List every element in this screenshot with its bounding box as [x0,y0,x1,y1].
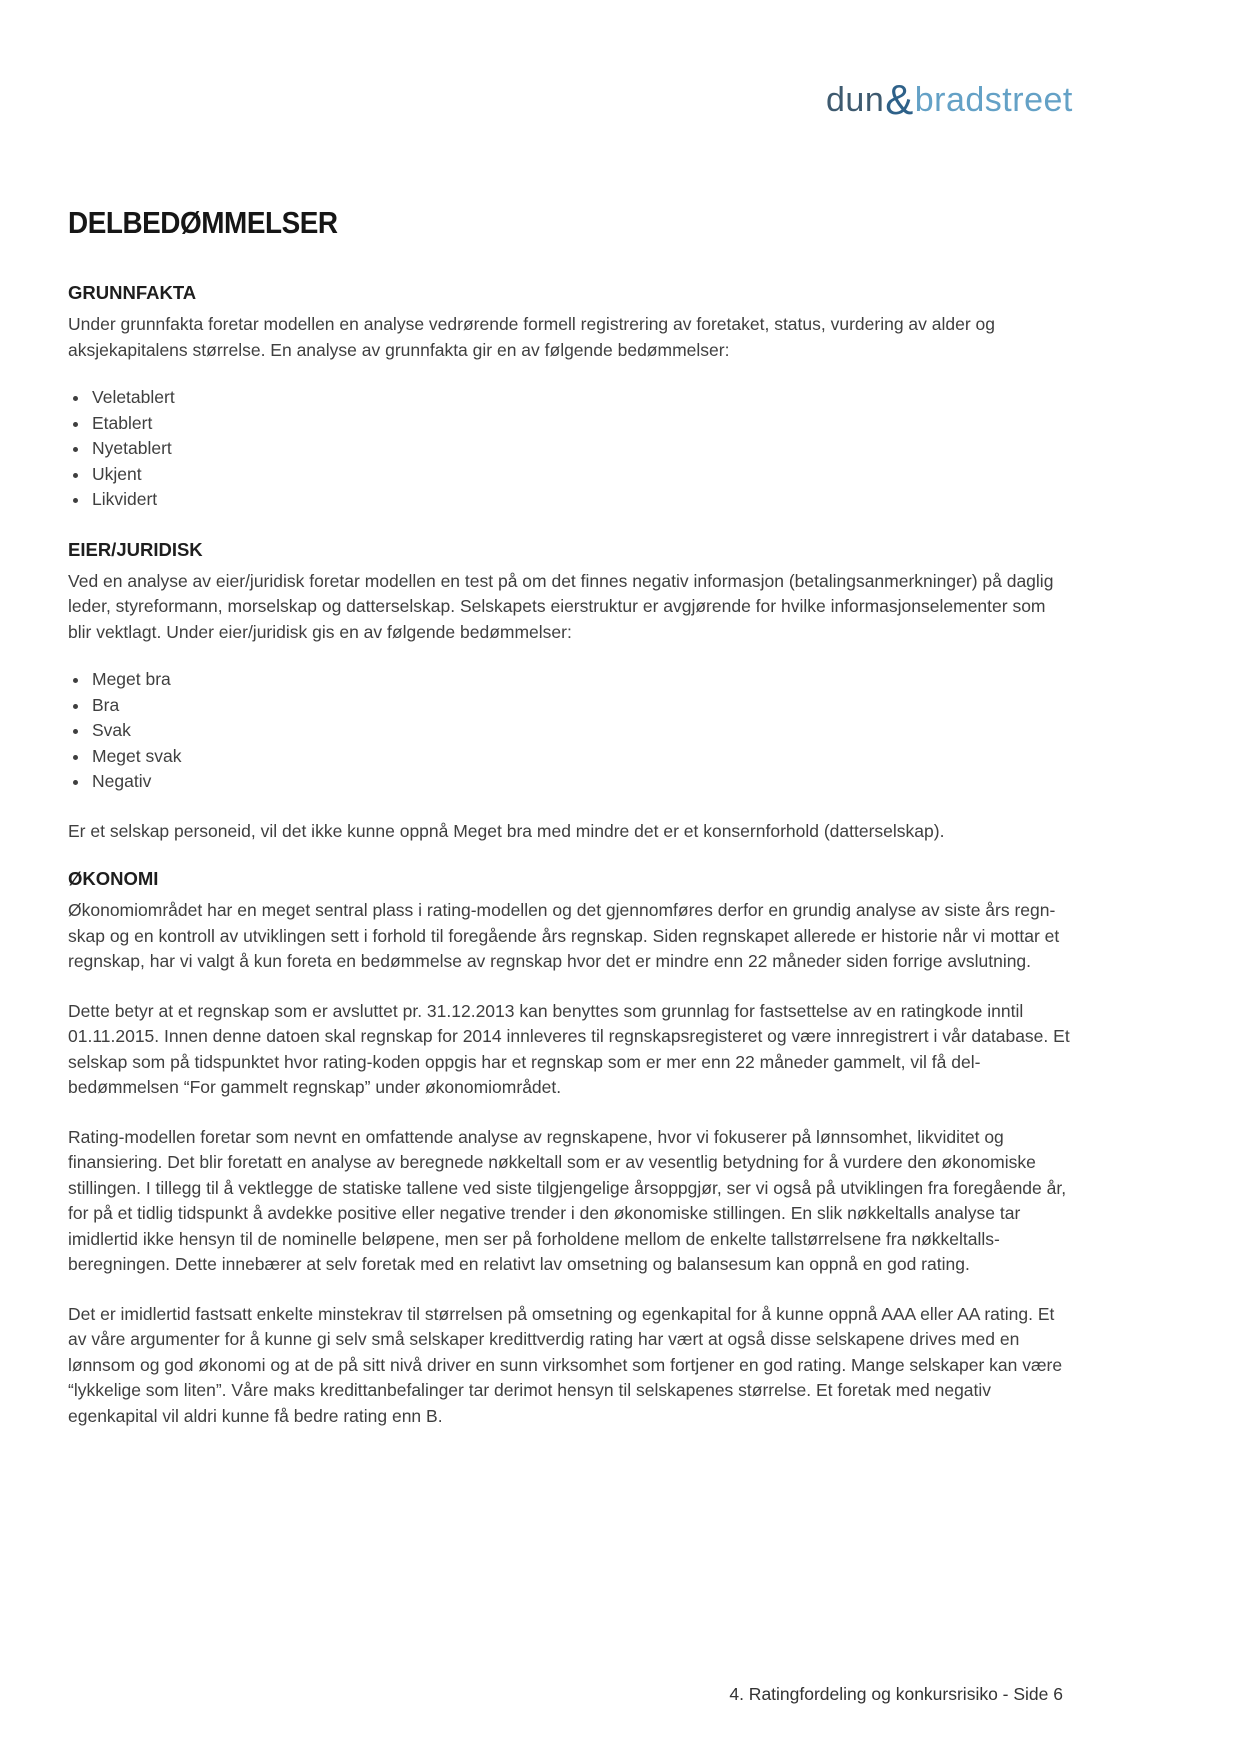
grunnfakta-rating-list [72,385,1070,513]
logo-ampersand-icon: & [885,76,914,123]
dun-bradstreet-logo [826,76,1073,123]
okonomi-paragraph-3: Rating-modellen foretar som nevnt en omfattende analyse av regnskapene, hvor vi fokuserer på lønnsomhet, likviditet og finansiering. Det blir foretatt en analyse av beregnede nøkkeltall som er av vesentlig betydning for å vurdere den økonomiske stillingen. I tillegg til å vektlegge de statiske tallene ved siste tilgjengelige årsoppgjør, ser vi også på utviklingen fra foregående år, for på et tidlig tidspunkt å avdekke positive eller negative trender i den økonomiske stillingen. En slik nøkkeltalls analyse tar imidlertid ikke hensyn til de nominelle beløpene, men ser på forholdene mellom de enkelte tallstørrelsene fra nøkkeltalls- beregningen. Dette innebærer at selv foretak med en relativt lav omsetning og balansesum kan oppnå en god rating. [68,1126,1067,1274]
list-item: • Nyetablert [90,436,1070,462]
section-heading-grunnfakta: GRUNNFAKTA [68,282,197,303]
list-item: • Etablert [90,411,1070,437]
list-item: • Veletablert [90,385,1070,411]
eier-juridisk-note: Er et selskap personeid, vil det ikke kunne oppnå Meget bra med mindre det er et konsernforhold (datterselskap). [68,820,945,841]
document-content [68,205,1070,1429]
page-footer: 4. Ratingfordeling og konkursrisiko - Side 6 [729,1684,1063,1704]
okonomi-paragraph-2: Dette betyr at et regnskap som er avsluttet pr. 31.12.2013 kan benyttes som grunnlag for fastsettelse av en ratingkode inntil 01.11.2015. Innen denne datoen skal regnskap for 2014 innleveres til regnskapsregisteret og være innregistrert i vår database. Et selskap som på tidspunktet hvor rating-koden oppgis har et regnskap som er mer enn 22 måneder gammelt, vil få del- bedømmelsen “For gammelt regnskap” under økonomiområdet. [68,1000,1070,1097]
list-item: • Negativ [90,769,1070,795]
okonomi-paragraph-1: Økonomiområdet har en meget sentral plass i rating-modellen og det gjennomføres derfor en grundig analyse av siste års regn- skap og en kontroll av utviklingen sett i forhold til foregående års regnskap. Siden regnskapet allerede er historie når vi mottar et regnskap, har vi valgt å kun foreta en bedømmelse av regnskap hvor det er mindre enn 22 måneder siden forrige avslutning. [68,900,1060,971]
list-item: • Meget svak [90,744,1070,770]
logo-word-bradstreet: bradstreet [914,81,1073,119]
list-item: • Likvidert [90,487,1070,513]
section-eier-juridisk [68,537,1070,845]
page-title-text: DELBEDØMMELSER [68,205,338,240]
list-item: • Meget bra [90,667,1070,693]
list-item: • Svak [90,718,1070,744]
logo-word-dun: dun [826,81,885,119]
section-intro-grunnfakta: Under grunnfakta foretar modellen en analyse vedrørende formell registrering av foretaket, status, vurdering av alder og aksjekapitalens størrelse. En analyse av grunnfakta gir en av følgende bedømmelser: [68,314,996,360]
section-heading-eier-juridisk: EIER/JURIDISK [68,538,203,560]
section-heading-okonomi: ØKONOMI [68,868,159,889]
list-item: • Bra [90,693,1070,719]
section-grunnfakta [68,280,1070,513]
eier-juridisk-rating-list [72,667,1070,795]
section-okonomi [68,866,1070,1429]
okonomi-paragraph-4: Det er imidlertid fastsatt enkelte minstekrav til størrelsen på omsetning og egenkapital for å kunne oppnå AAA eller AA rating. Et av våre argumenter for å kunne gi selv små selskaper kredittverdig rating har vært at også disse selskapene drives med en lønnsom og god økonomi og at de på sitt nivå driver en sunn virksomhet som fortjener en god rating. Mange selskaper kan være “lykkelige som liten”. Våre maks kredittanbefalinger tar derimot hensyn til selskapenes størrelse. Et foretak med negativ egenkapital vil aldri kunne få bedre rating enn B. [68,1303,1063,1426]
section-intro-eier-juridisk: Ved en analyse av eier/juridisk foretar modellen en test på om det finnes negativ informasjon (betalingsanmerkninger) på daglig leder, styreformann, morselskap og datterselskap. Selskapets eierstruktur er avgjørende for hvilke informasjonselementer som blir vektlagt. Under eier/juridisk gis en av følgende bedømmelser: [68,570,1054,642]
page-title [68,205,1070,240]
list-item: • Ukjent [90,462,1070,488]
